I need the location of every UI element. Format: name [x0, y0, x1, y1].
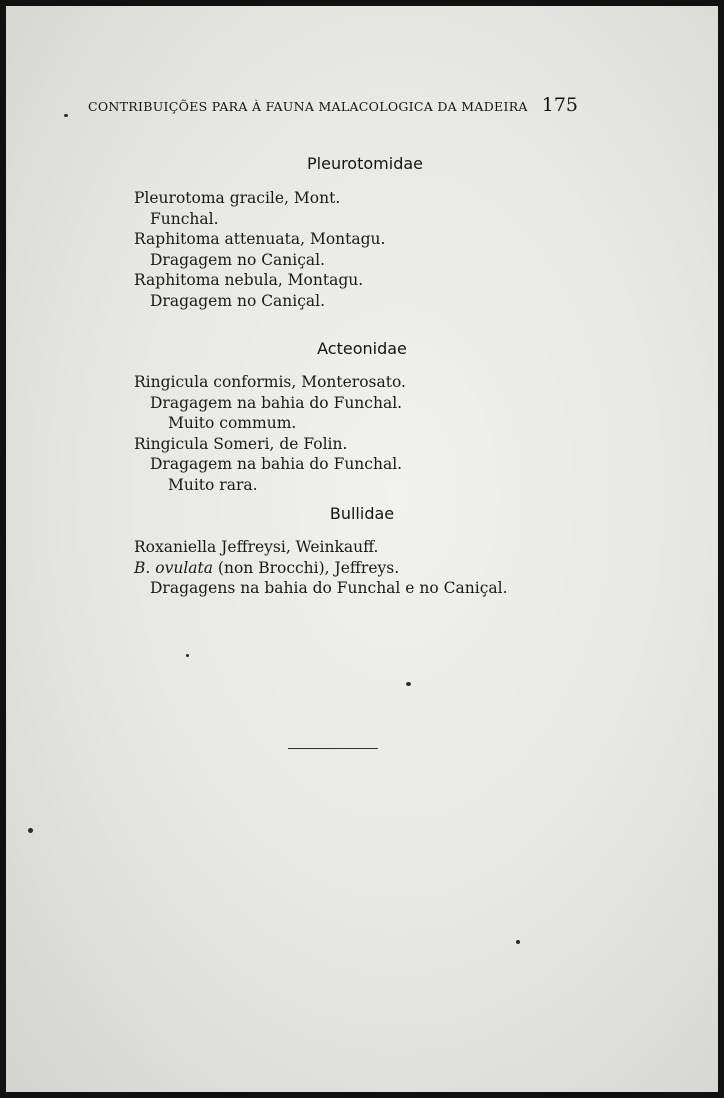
- running-title: CONTRIBUIÇÕES PARA À FAUNA MALACOLOGICA DA MADEIRA: [88, 99, 528, 114]
- species-name: Pleurotoma gracile, Mont.: [134, 189, 341, 207]
- locality-note: Funchal.: [150, 209, 219, 228]
- family-heading-pleurotomidae: Pleurotomidae: [307, 154, 423, 173]
- page-number: 175: [541, 94, 578, 116]
- family-heading-acteonidae: Acteonidae: [317, 339, 407, 358]
- end-rule: [288, 748, 378, 749]
- ink-speck: [64, 114, 68, 117]
- ink-speck: [186, 654, 189, 657]
- abundance-note: Muito commum.: [168, 414, 297, 432]
- species-list-pleurotomidae: [134, 188, 385, 311]
- abundance-note: Muito rara.: [168, 475, 258, 494]
- species-name: Ringicula Someri, de Folin.: [134, 434, 348, 453]
- species-name: Raphitoma nebula, Montagu.: [134, 271, 364, 289]
- locality-note: Dragagem no Caniçal.: [150, 291, 326, 310]
- ink-speck: [406, 682, 411, 686]
- species-name: Raphitoma attenuata, Montagu.: [134, 230, 386, 248]
- locality-note: Dragagens na bahia do Funchal e no Caniçal.: [150, 579, 508, 597]
- species-list-acteonidae: [134, 372, 406, 495]
- synonym-line: [134, 558, 508, 579]
- family-heading-bullidae: Bullidae: [329, 504, 395, 523]
- synonym-name: B. ovulata: [134, 558, 213, 577]
- page-header: [88, 94, 578, 116]
- species-list-bullidae: [134, 537, 508, 599]
- ink-speck: [516, 940, 520, 944]
- species-name: Ringicula conformis, Monterosato.: [134, 373, 406, 391]
- locality-note: Dragagem no Caniçal.: [150, 250, 326, 269]
- synonym-authority: (non Brocchi), Jeffreys.: [217, 558, 400, 577]
- locality-note: Dragagem na bahia do Funchal.: [150, 455, 403, 473]
- document-page: [6, 6, 718, 1092]
- ink-speck: [28, 828, 33, 833]
- species-name: Roxaniella Jeffreysi, Weinkauff.: [134, 538, 379, 556]
- locality-note: Dragagem na bahia do Funchal.: [150, 393, 403, 412]
